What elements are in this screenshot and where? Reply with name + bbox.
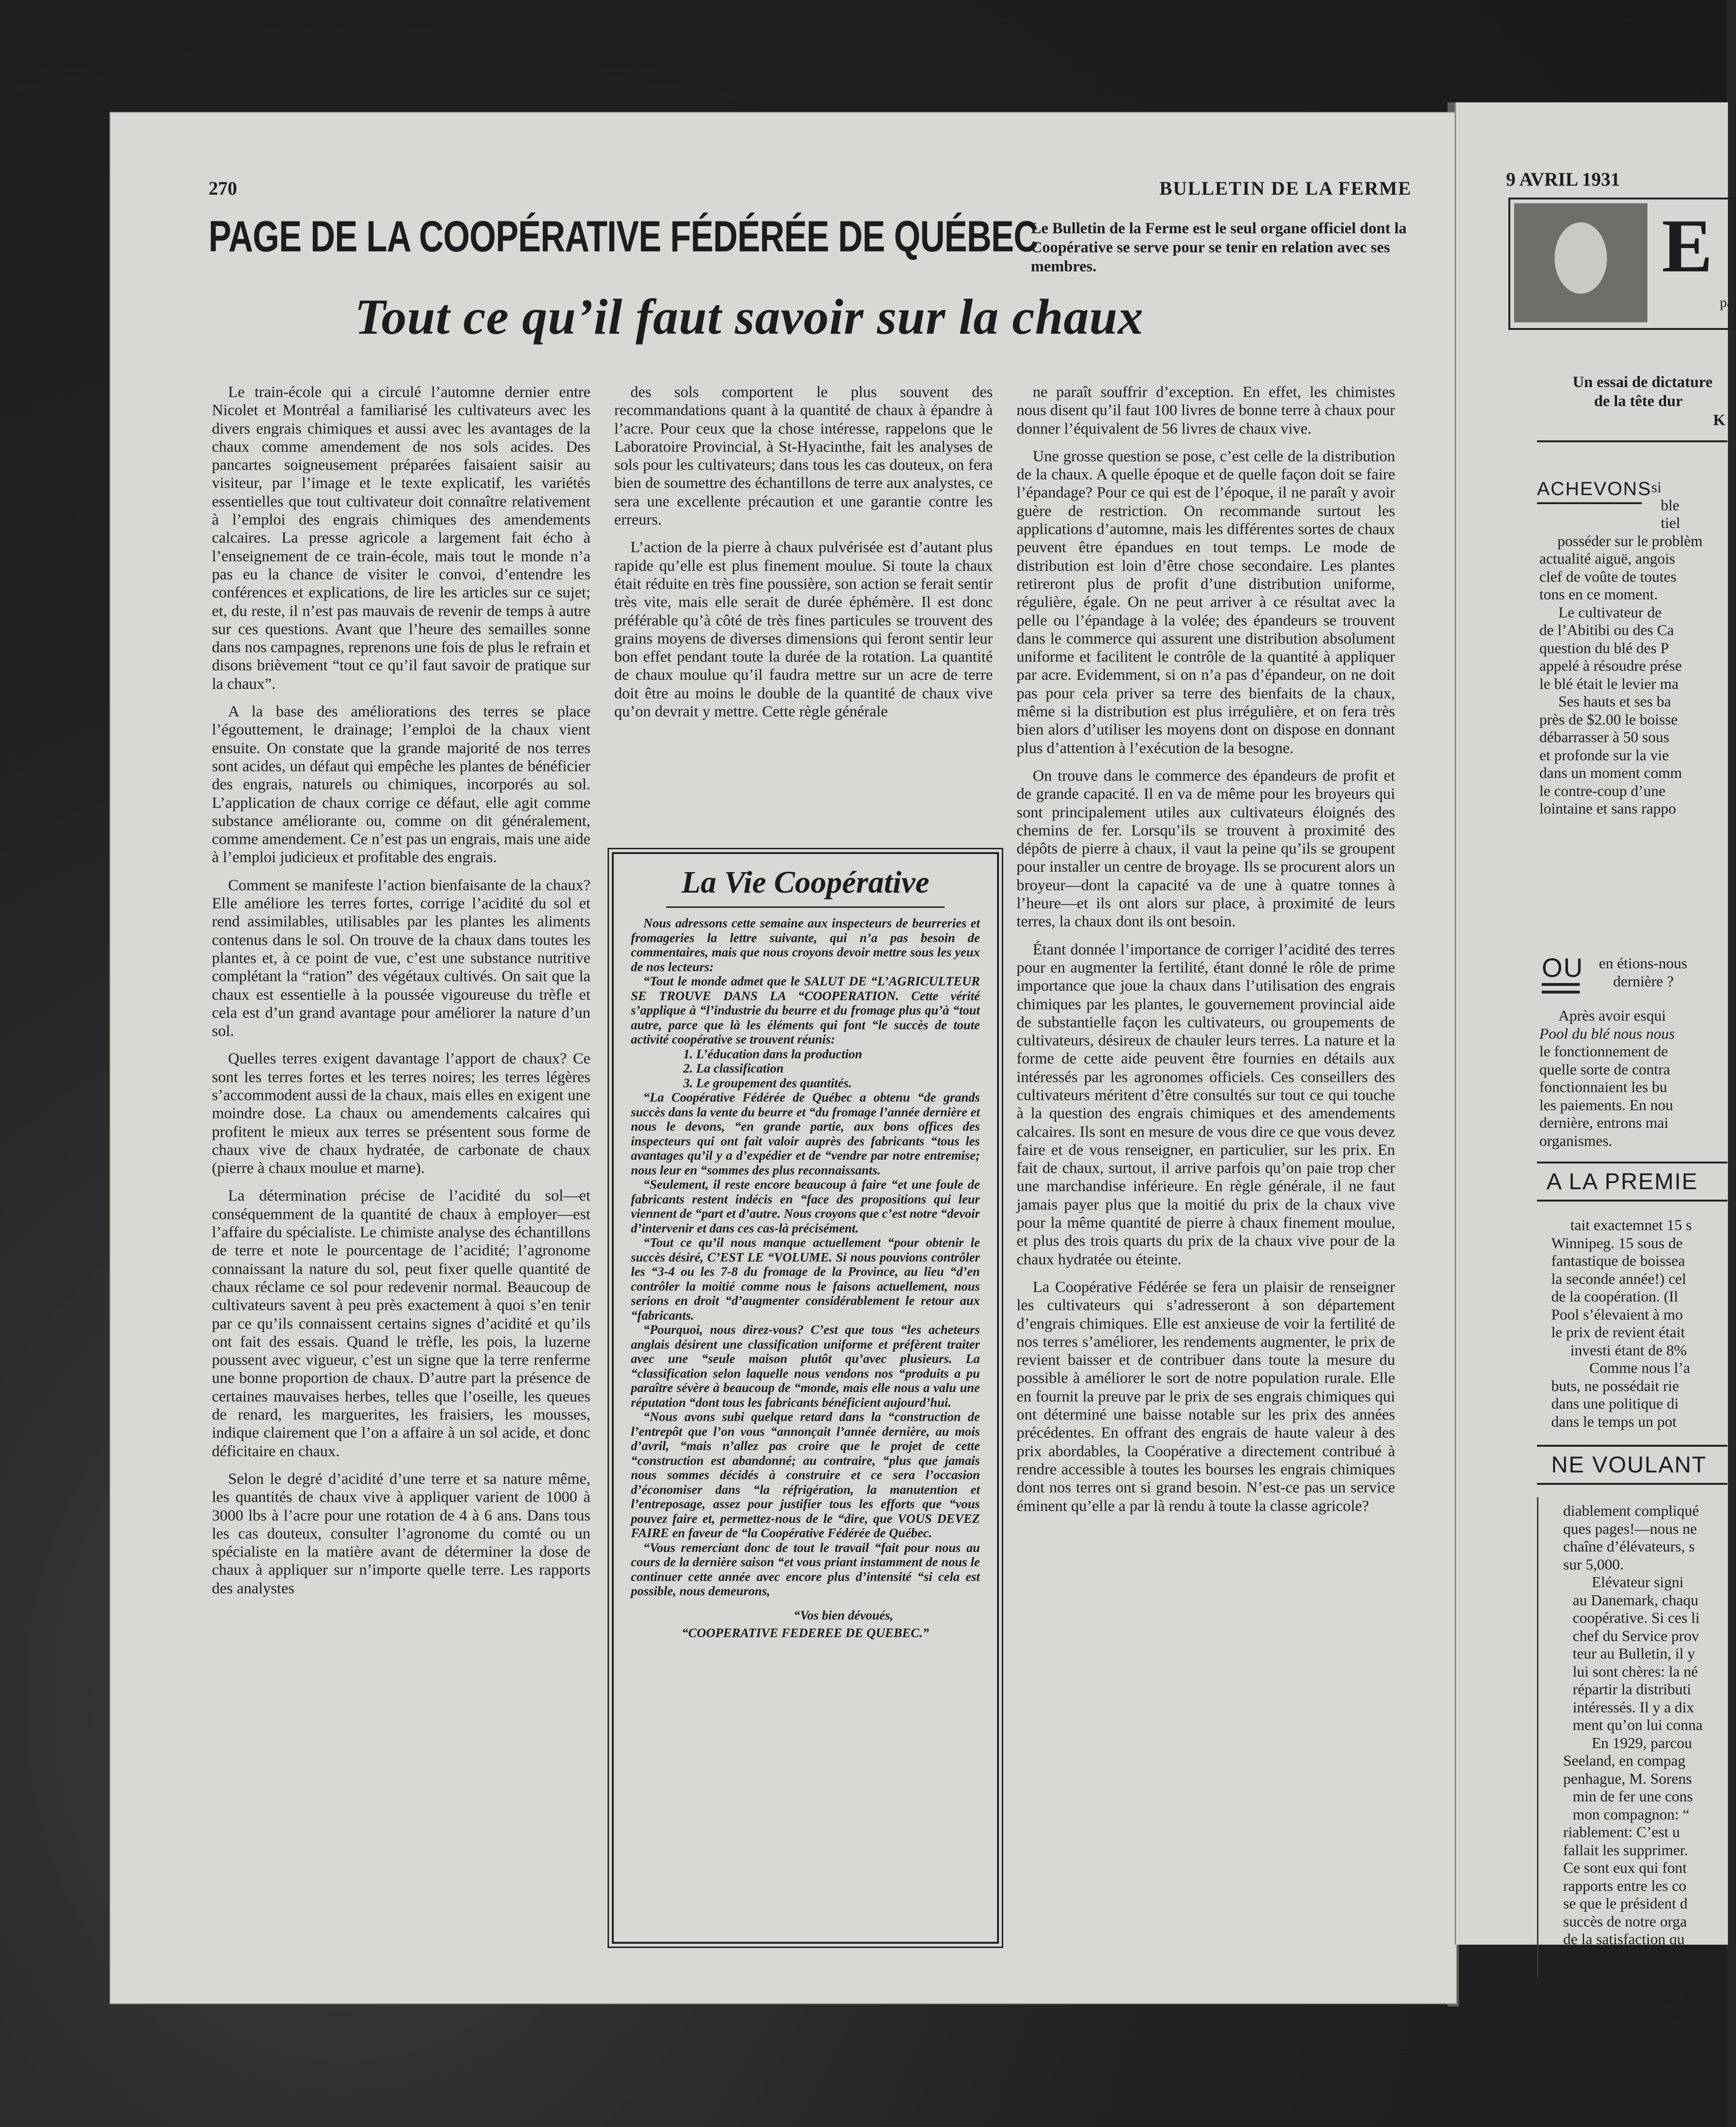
text-line: Pool du blé nous nous [1539, 1024, 1675, 1042]
text-line: le fonctionnement de [1539, 1043, 1668, 1060]
text-line: chef du Service prov [1573, 1627, 1699, 1644]
section-rule [1537, 1162, 1727, 1163]
text-line: répartir la distributi [1573, 1680, 1691, 1698]
text-line: appelé à résoudre prése [1539, 657, 1682, 674]
text-line: clef de voûte de toutes [1539, 567, 1676, 585]
text-line: dans le temps un pot [1551, 1412, 1677, 1430]
box-title-rule [666, 906, 945, 908]
text-line: Après avoir esqui [1558, 1007, 1666, 1024]
paragraph: des sols comportent le plus souvent des recommandations quant à la quantité de chaux à épandre à l’acre. Pour ceux que la chose intéresse, rappelons que le Laboratoire Provincial, à St-Hyacinthe, fait les analyses de sols pour les cultivateurs; dans tous les cas douteux, on fera bien de soumettre des échantillons de terre aux analystes, ce sera une excellente précaution et une garantie contre les erreurs. [614, 384, 993, 529]
paragraph: Étant donnée l’importance de corriger l’acidité des terres pour en augmenter la fertilité, étant donné le rôle de prime importance que joue la chaux dans l’utilisation des engrais chimiques par les plantes, le gouvernement provincial aide de substantielle façon les cultivateurs, ou groupements de cultivateurs, désireux de chauler leurs terres. La nature et la forme de cette aide peuvent être fournies en détails aux intéressés par les agronomes officiels. Ces conseillers des cultivateurs méritent d’être consultés sur tout ce qui touche à la question des engrais chimiques et des amendements calcaires. Ils sont en mesure de vous dire ce que vous devez faire et de vous renseigner, en particulier, sur les prix. En fait de chaux, surtout, il arrive parfois qu’on paie trop cher une marchandise inférieure. En règle générale, il ne faut jamais payer plus que la moitié du prix de la chaux vive pour la même quantité de pierre à chaux finement moulue, et plus des trois quarts du prix de la chaux vive pour de la chaux hydratée ou éteinte. [1017, 941, 1395, 1268]
column-rule [1537, 1497, 1538, 1978]
box-paragraph: “Tout ce qu’il nous manque actuellement “pour obtenir le succès désiré, C’EST LE “VOLUME. Si nous pouvions contrôler les “3-4 ou les 7-8 du fromage de la Province, au lieu “d’en contrôler la moitié comme nous le faisons actuellement, nous serions en droit “d’augmenter considérablement le retour aux “fabricants. [631, 1235, 980, 1322]
text-line: de l’Abitibi ou des Ca [1539, 621, 1674, 638]
subtitle-line: de la tête dur [1594, 393, 1683, 410]
text-line: rapports entre les co [1563, 1877, 1686, 1894]
section-heading: NE VOULANT [1551, 1452, 1707, 1478]
text-line: coopérative. Si ces li [1573, 1609, 1700, 1626]
text-line: fantastique de boissea [1551, 1252, 1685, 1269]
text-line: ques pages!—nous ne [1563, 1520, 1697, 1537]
text-line: Le cultivateur de [1558, 603, 1662, 621]
banner-fragment: pa [1720, 295, 1734, 310]
column-2 [614, 383, 993, 730]
text-line: fallait les supprimer. [1563, 1841, 1688, 1859]
box-list-item: 2. La classification [683, 1061, 784, 1075]
text-line: lui sont chères: la né [1573, 1662, 1698, 1680]
box-signature: “COOPERATIVE FEDEREE DE QUEBEC.” [681, 1625, 929, 1640]
paragraph: ne paraît souffrir d’exception. En effet, les chimistes nous disent qu’il faut 100 livres de bonne terre à chaux pour donner l’équivalent de 56 livres de chaux vive. [1017, 384, 1395, 437]
box-paragraph: “Vous remerciant donc de tout le travail “fait pour nous au cours de la dernière saison “et vous priant instamment de nous le continuer cette année avec encore plus d’intensité “si cela est possible, nous demeurons, [631, 1540, 980, 1598]
section-rule [1537, 440, 1727, 442]
text-line: teur au Bulletin, il y [1573, 1645, 1695, 1662]
portrait-face [1555, 222, 1607, 294]
text-line: le contre-coup d’une [1539, 782, 1666, 799]
text-line: En 1929, parcou [1592, 1734, 1692, 1751]
text-line: fonctionnaient les bu [1539, 1078, 1667, 1095]
box-paragraph: “Pourquoi, nous direz-vous? C’est que tous “les acheteurs anglais désirent une classification uniforme et préfèrent traiter avec une “seule maison plutôt qu’avec plusieurs. La “classification selon laquelle nous vendons nos “produits a pu paraître sévère à beaucoup de “monde, mais elle nous a valu une réputation “dont tous les fabricants bénéficient aujourd’hui. [631, 1322, 980, 1410]
text-line: le blé était le levier ma [1539, 675, 1679, 692]
banner-letter: E [1662, 203, 1713, 288]
text-line: de la coopération. (Il [1551, 1288, 1678, 1305]
paragraph: Une grosse question se pose, c’est celle de la distribution de la chaux. A quelle époque et de quelle façon doit se faire l’épandage? Pour ce qui est de l’époque, il ne paraît y avoir guère de restriction. On recommande surtout les applications d’automne, mais les différentes sortes de chaux peuvent être épandues en tout temps. Le mode de distribution est loin d’être chose secondaire. Les plantes retireront plus de profit d’une distribution uniforme, régulière, égale. On ne peut arriver à ce résultat avec la pelle ou l’épandage à la volée; des épandeurs se trouvent dans le commerce qui assurent une distribution absolument uniforme et facilitent le contrôle de la quantité à appliquer par acre. Evidemment, si on n’a pas d’épandeur, on ne doit pas pour cela priver sa terre des bienfaits de la chaux, même si la distribution est plus irrégulière, et on fera très bien alors d’utiliser les moyens dont on dispose en donnant plus d’attention à l’exécution de la besogne. [1017, 447, 1395, 757]
paragraph: On trouve dans le commerce des épandeurs de profit et de grande capacité. Il en va de même pour les broyeurs qui sont principalement utiles aux cultivateurs éloignés des chemins de fer. Lorsqu’ils se trouvent à proximité des dépôts de pierre à chaux, il vaut la peine qu’ils se groupent pour installer un centre de broyage. Ils se procurent alors un broyeur—dont la capacité va de une à quatre tonnes à l’heure—et ils ont alors sur place, à proximité de leurs terres, la chaux dont ils ont besoin. [1017, 767, 1395, 931]
text-line: riablement: C’est u [1563, 1823, 1680, 1840]
text-line: dans une politique di [1551, 1395, 1679, 1412]
box-paragraph: “Seulement, il reste encore beaucoup à faire “et une foule de fabricants restent indécis en “face des propositions qui leur viennent de “part et d’autre. Nous croyons que c’est notre “devoir d’intervenir et dans ces cas-là précisément. [631, 1177, 980, 1235]
box-paragraph: “La Coopérative Fédérée de Québec a obtenu “de grands succès dans la vente du beurre et “du fromage l’année dernière et nous le devons, “en grande partie, aux bons offices des inspecteurs qui ont fait valoir auprès des fabricants “tous les avantages qu’il y a d’expédier et de “vendre par notre entremise; nous leur en “sommes des plus reconnaissants. [631, 1090, 980, 1177]
portrait-image [1514, 203, 1647, 322]
text-line: la seconde année!) cel [1551, 1270, 1686, 1287]
text-line: mon compagnon: “ [1573, 1805, 1690, 1823]
text-line: tait exactemnet 15 s [1570, 1216, 1692, 1233]
box-intro: Nous adressons cette semaine aux inspecteurs de beurreries et fromageries la lettre suivante, qui n’a pas besoin de commentaires, mais que nous croyons devoir mettre sous les yeux de nos lecteurs: [631, 916, 980, 974]
text-line: de la satisfaction qu [1563, 1930, 1685, 1948]
publication-header: BULLETIN DE LA FERME [1159, 178, 1412, 199]
text-line: quelle sorte de contra [1539, 1060, 1670, 1078]
text-line: Ses hauts et ses ba [1558, 693, 1671, 710]
text-line: au Danemark, chaqu [1573, 1591, 1698, 1609]
text-line: question du blé des P [1539, 639, 1669, 656]
text-line: Seeland, en compag [1563, 1752, 1686, 1769]
text-line: et profonde sur la vie [1539, 746, 1669, 764]
text-line: Pool s’élevaient à mo [1551, 1305, 1683, 1323]
adjacent-banner [1508, 198, 1736, 330]
text-line: ble [1661, 496, 1680, 514]
article-headline: Tout ce qu’il faut savoir sur la chaux [355, 289, 1144, 345]
text-line: actualité aiguë, angois [1539, 550, 1676, 567]
paragraph: Comment se manifeste l’action bienfaisante de la chaux? Elle améliore les terres fortes, corrige l’acidité du sol et rend assimilables, utilisables par les plantes les aliments contenus dans le sol. On trouve de la chaux dans toutes les plantes et, à ce point de vue, c’est une substance nutritive complétant la “ration” des végétaux cultivés. On sait que la chaux est essentielle à la poussée vigoureuse du trèfle et cela est d’un grand avantage pour améliorer la nature d’un sol. [212, 876, 590, 1040]
section-text [1539, 1007, 1675, 1150]
text-line: se que le président d [1563, 1895, 1688, 1912]
text-line: sur 5,000. [1563, 1555, 1624, 1573]
page-number: 270 [209, 178, 237, 199]
official-organ-note: Le Bulletin de la Ferme est le seul organe officiel dont la Coopérative se serve pour se tenir en relation avec ses membres. [1031, 220, 1407, 275]
box-title: La Vie Coopérative [681, 865, 929, 900]
text-line: organismes. [1539, 1132, 1613, 1149]
box-letter [614, 916, 997, 1599]
text-line: Winnipeg. 15 sous de [1551, 1234, 1683, 1252]
text-line: buts, ne possédait rie [1551, 1377, 1679, 1394]
text-line: si [1651, 478, 1662, 496]
text-line: dernière, entrons mai [1539, 1114, 1668, 1131]
text-line: lointaine et sans rappo [1539, 800, 1676, 817]
box-list-item: 1. L’éducation dans la production [683, 1046, 862, 1061]
paragraph: Le train-école qui a circulé l’automne dernier entre Nicolet et Montréal a familiarisé les cultivateurs avec les divers engrais chimiques et aussi avec les avantages de la chaux comme amendement de nos sols acides. Des pancartes soigneusement préparées faisaient saisir au visiteur, par l’image et le texte explicatif, les variétés essentielles que tout cultivateur doit connaître relativement à l’emploi des engrais chimiques des amendements calcaires. La presse agricole a largement fait écho à l’enseignement de ce train-école, mais tout le monde n’a pas eu la chance de visiter le convoi, d’entendre les conférences et explications, de lire les articles sur ce sujet; et, du reste, il n’est pas mauvais de revenir de temps à autre sur ces questions. Avant que l’heure des semailles sonne dans nos campagnes, reprenons une fois de plus le refrain et disons brièvement “tout ce qu’il faut savoir de pratique sur la chaux”. [212, 384, 590, 693]
text-line: posséder sur le problèm [1557, 532, 1703, 549]
heading-side-text [1599, 954, 1687, 990]
text-line: dans un moment comm [1539, 764, 1682, 781]
subtitle-line: Un essai de dictature [1573, 374, 1713, 391]
text-line: min de fer une cons [1573, 1788, 1693, 1805]
section-rule [1537, 1200, 1727, 1202]
vie-cooperative-box [612, 852, 999, 1944]
text-line: près de $2.00 le boisse [1539, 710, 1678, 728]
section-text [1530, 478, 1703, 818]
paragraph: L’action de la pierre à chaux pulvérisée est d’autant plus rapide qu’elle est plus finement moulue. Si toute la chaux était réduite en très fine poussière, son action se ferait sentir très vite, mais elle serait de durée éphémère. Il est donc préférable qu’à côté de très fines particules se trouvent des grains moyens de diverses dimensions qui feront sentir leur bon effet pendant toute la durée de la rotation. La quantité de chaux moulue qu’il faudra mettre sur un acre de terre doit être au moins le double de la quantité de chaux vive qu’on devrait y mettre. Cette règle générale [614, 539, 993, 721]
text-line: diablement compliqué [1563, 1502, 1699, 1519]
text-line: tiel [1661, 514, 1680, 531]
column-1 [212, 383, 590, 1607]
box-closing: “Vos bien dévoués, [793, 1608, 894, 1622]
section-rule [1537, 1445, 1727, 1447]
paragraph: Selon le degré d’acidité d’une terre et sa nature même, les quantités de chaux vive à appliquer varient de 1000 à 3000 lbs à l’acre pour une rotation de 4 à 6 ans. Dans tous les cas douteux, consulter l’agronome du comté ou un spécialiste en la matière avant de déterminer la dose de chaux à appliquer sur n’importe quelle terre. Les rapports des analystes [212, 1470, 590, 1597]
box-paragraph: “Nous avons subi quelque retard dans la “construction de l’entrepôt que l’on vous “annonçait l’année dernière, au mois d’avril, “mais n’allez pas croire que le projet de cette “construction est abandonné; au contraire, “plus que jamais nous sommes décidés à construire et ce sera l’occasion d’économiser dans “la réfrigération, la manutention et l’entreposage, assez pour justifier tous les efforts que “vous pouvez faire et, permettez-nous de le “dire, que VOUS DEVEZ FAIRE en faveur de “la Coopérative Fédérée de Québec. [631, 1410, 980, 1540]
text-line: penhague, M. Sorens [1563, 1769, 1692, 1787]
section-heading: OU [1542, 953, 1584, 983]
text-line: succès de notre orga [1563, 1912, 1687, 1930]
paragraph: La détermination précise de l’acidité du sol—et conséquemment de la quantité de chaux à employer—est l’affaire du spécialiste. Le chimiste analyse des échantillons de terre et note le pourcentage de l’acidité; l’agronome connaissant la nature du sol, peut fixer quelle quantité de chaux réclame ce sol pour redevenir normal. Beaucoup de cultivateurs savent à peu près exactement à quoi s’en tenir par ce qu’ils connaissent certains signes d’acidité et qu’ils ont fait des essais. Quand le trèfle, les pois, la luzerne poussent avec vigueur, c’est un signe que la terre renferme une bonne proportion de chaux. D’autre part la présence de certaines mauvaises herbes, telles que l’oseille, les queues de renard, les marguerites, les fraisiers, les mousses, indique clairement que l’on a affaire à un sol acide, et donc déficitaire en chaux. [212, 1187, 590, 1460]
text-line: dernière ? [1613, 972, 1674, 990]
paragraph: Quelles terres exigent davantage l’apport de chaux? Ce sont les terres fortes et les terres noires; les terres légères s’accommodent aussi de la chaux, mais elles en exigent une moindre dose. La chaux ou amendements calcaires qui profitent le mieux aux terres se présentent sous forme de chaux vive de chaux hydratée, de carbonate de chaux (pierre à chaux moulue et marne). [212, 1050, 590, 1177]
section-rule [1537, 1483, 1727, 1485]
newspaper-page [110, 112, 1457, 2004]
subtitle-line: K [1713, 412, 1726, 429]
text-line: chaîne d’élévateurs, s [1563, 1538, 1695, 1555]
heading-rule [1542, 983, 1580, 986]
heading-rule [1542, 991, 1580, 994]
section-heading: ACHEVONS [1537, 478, 1652, 499]
paragraph: A la base des améliorations des terres se place l’égouttement, le drainage; l’emploi de la chaux vient ensuite. On constate que la grande majorité de nos terres sont acides, un défaut qui empêche les plantes de bénéficier des engrais, naturels ou chimiques, incorporés au sol. L’application de chaux corrige ce défaut, elle agit comme substance améliorante ou, comme on dit généralement, comme amendement. Ce n’est pas un engrais, mais une aide à l’emploi judicieux et profitable des engrais. [212, 703, 590, 866]
box-list-item: 3. Le groupement des quantités. [683, 1075, 852, 1090]
text-line: les paiements. En nou [1539, 1096, 1673, 1113]
text-line: en étions-nous [1599, 954, 1687, 972]
text-line: Comme nous l’a [1589, 1359, 1690, 1376]
text-line: tons en ce moment. [1539, 586, 1658, 603]
section-heading: A LA PREMIE [1546, 1169, 1698, 1194]
adjacent-page-date: 9 AVRIL 1931 [1506, 169, 1620, 190]
paragraph: La Coopérative Fédérée se fera un plaisir de renseigner les cultivateurs qui s’adresseront à son département d’engrais chimiques. Elle est anxieuse de voir la fertilité de nos terres s’améliorer, les rendements augmenter, le prix de revient baisser et de contribuer dans toute la mesure du possible à améliorer le sort de notre population rurale. Elle en fournit la preuve par le prix de ses engrais chimiques qui ont déterminé une baisse notable sur les prix des années précédentes. En offrant des engrais de haute valeur à des prix abordables, la Coopérative a directement contribué à rendre accessible à toutes les bourses les engrais chimiques dont nos terres ont si grand besoin. N’est-ce pas un service éminent qu’elle a par là rendu à toute la classe agricole? [1017, 1278, 1395, 1515]
text-line: Elévateur signi [1592, 1573, 1684, 1590]
text-line: ment qu’on lui conna [1573, 1716, 1703, 1733]
text-line: débarrasser à 50 sous [1539, 728, 1669, 745]
text-line: intéressés. Il y a dix [1573, 1698, 1695, 1716]
section-text [1551, 1216, 1692, 1431]
page-title: PAGE DE LA COOPÉRATIVE FÉDÉRÉE DE QUÉBEC [209, 212, 1038, 261]
adjacent-page [1455, 102, 1734, 1948]
text-line: investi étant de 8% [1570, 1341, 1687, 1359]
column-3 [1017, 383, 1395, 1525]
box-paragraph: “Tout le monde admet que le SALUT DE “L’AGRICULTEUR SE TROUVE DANS LA “COOPERATION. Cette vérité s’applique à “l’industrie du beurre et du fromage plus qu’à “tout autre, parce que là les éléments qui font “le succès de toute activité coopérative se trouvent réunis: [631, 974, 980, 1046]
section-text [1563, 1502, 1703, 1948]
text-line: le prix de revient était [1551, 1323, 1685, 1341]
text-line: Ce sont eux qui font [1563, 1859, 1687, 1876]
